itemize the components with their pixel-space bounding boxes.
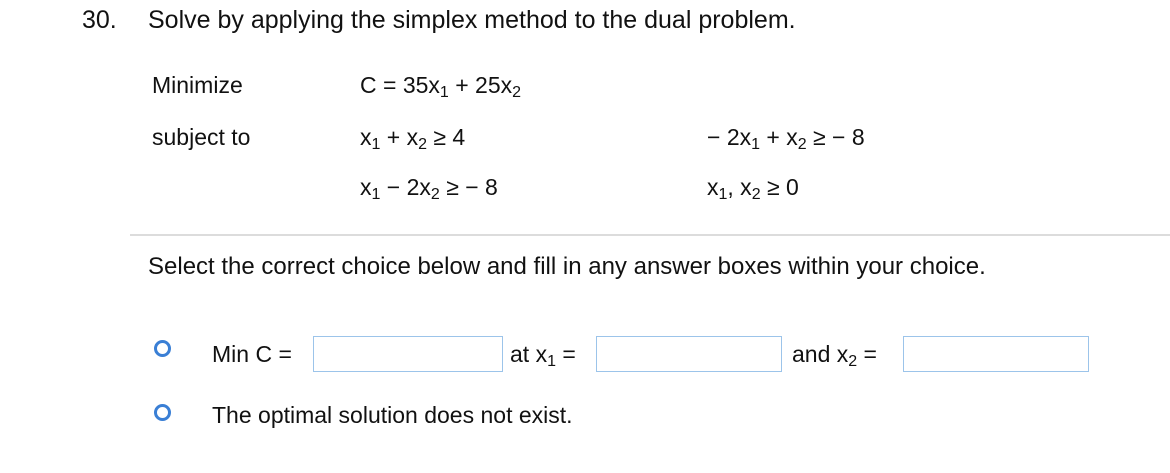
x2-label: and $x_2$ = (792, 341, 877, 370)
x2-input[interactable] (903, 336, 1089, 372)
choice-a-radio[interactable] (154, 340, 171, 357)
choice-b-radio[interactable] (154, 404, 171, 421)
min-c-label: Min C = (212, 341, 292, 367)
subject-to-label: subject to (152, 124, 251, 150)
choice-b-text[interactable]: The optimal solution does not exist. (212, 402, 573, 428)
min-c-input[interactable] (313, 336, 503, 372)
minimize-label: Minimize (152, 72, 243, 98)
x1-label: at $x_1$ = (510, 341, 576, 370)
constraint-1: $x_1 + x_2 \ge 4$ (360, 124, 466, 153)
instruction-text: Select the correct choice below and fill in any answer boxes within your choice. (148, 253, 986, 280)
objective-function: $C = 35x_1 + 25x_2$ (360, 72, 522, 101)
constraint-3: $x_1 - 2x_2$ ≥ − 8 (360, 174, 498, 203)
constraint-2: − $2x_1 + x_2$ ≥ − 8 (707, 124, 865, 153)
constraint-nonnegativity: $x_1$, $x_2 \ge 0$ (707, 174, 799, 203)
question-number: 30. (82, 6, 117, 34)
x1-input[interactable] (596, 336, 782, 372)
section-divider (130, 234, 1170, 236)
question-text: Solve by applying the simplex method to the dual problem. (148, 6, 796, 34)
